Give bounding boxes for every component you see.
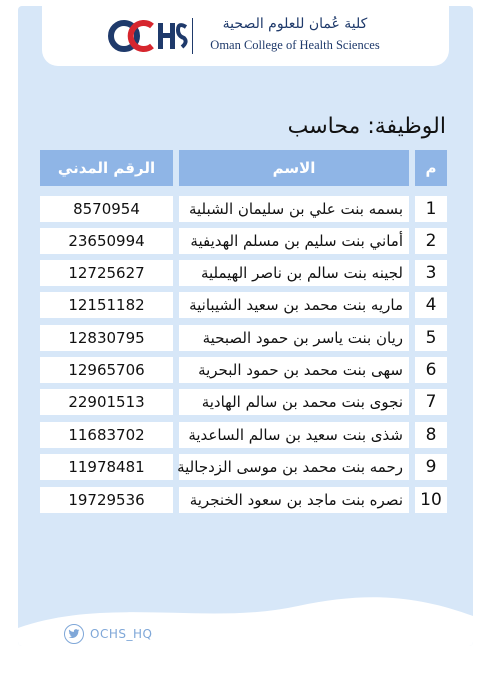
header-civil-id: الرقم المدني: [40, 150, 173, 186]
table-row: [40, 228, 447, 254]
social-footer: [64, 624, 152, 644]
number-cell: 7: [415, 389, 447, 415]
name-cell: أماني بنت سليم بن مسلم الهديفية: [179, 228, 409, 254]
name-cell: شذى بنت سعيد بن سالم الساعدية: [179, 422, 409, 448]
civil-id-cell: 12725627: [40, 260, 173, 286]
table-row: [40, 357, 447, 383]
table-row: [40, 325, 447, 351]
number-cell: 4: [415, 292, 447, 318]
civil-id-cell: 8570954: [40, 196, 173, 222]
table-row: [40, 292, 447, 318]
table-row: [40, 487, 447, 513]
table-header-row: [40, 150, 447, 186]
job-title: الوظيفة: محاسب: [287, 114, 446, 139]
table-row: [40, 454, 447, 480]
name-cell: بسمه بنت علي بن سليمان الشبلية: [179, 196, 409, 222]
twitter-handle[interactable]: OCHS_HQ: [90, 627, 153, 641]
name-cell: ماريه بنت محمد بن سعيد الشيبانية: [179, 292, 409, 318]
header: [42, 6, 449, 66]
name-cell: لجينه بنت سالم بن ناصر الهيملية: [179, 260, 409, 286]
civil-id-cell: 11978481: [40, 454, 173, 480]
name-cell: ريان بنت ياسر بن حمود الصبحية: [179, 325, 409, 351]
civil-id-cell: 12151182: [40, 292, 173, 318]
number-cell: 8: [415, 422, 447, 448]
number-cell: 6: [415, 357, 447, 383]
name-cell: رحمه بنت محمد بن موسى الزدجالية: [179, 454, 409, 480]
civil-id-cell: 11683702: [40, 422, 173, 448]
number-cell: 1: [415, 196, 447, 222]
civil-id-cell: 12965706: [40, 357, 173, 383]
document-card: [18, 6, 473, 646]
table-row: [40, 422, 447, 448]
header-name: الاسم: [179, 150, 409, 186]
college-name-english: Oman College of Health Sciences: [210, 38, 380, 52]
header-number: م: [415, 150, 447, 186]
civil-id-cell: 22901513: [40, 389, 173, 415]
ochs-logo: [108, 14, 188, 58]
name-cell: نجوى بنت محمد بن سالم الهادية: [179, 389, 409, 415]
name-cell: سهى بنت محمد بن حمود البحرية: [179, 357, 409, 383]
civil-id-cell: 12830795: [40, 325, 173, 351]
college-name-arabic: كلية عُمان للعلوم الصحية: [222, 16, 368, 32]
number-cell: 10: [415, 487, 447, 513]
twitter-icon[interactable]: [64, 624, 84, 644]
name-cell: نصره بنت ماجد بن سعود الخنجرية: [179, 487, 409, 513]
number-cell: 9: [415, 454, 447, 480]
civil-id-cell: 23650994: [40, 228, 173, 254]
table-row: [40, 196, 447, 222]
logo-divider: [192, 18, 193, 54]
number-cell: 3: [415, 260, 447, 286]
number-cell: 5: [415, 325, 447, 351]
table-row: [40, 389, 447, 415]
table-row: [40, 260, 447, 286]
number-cell: 2: [415, 228, 447, 254]
civil-id-cell: 19729536: [40, 487, 173, 513]
